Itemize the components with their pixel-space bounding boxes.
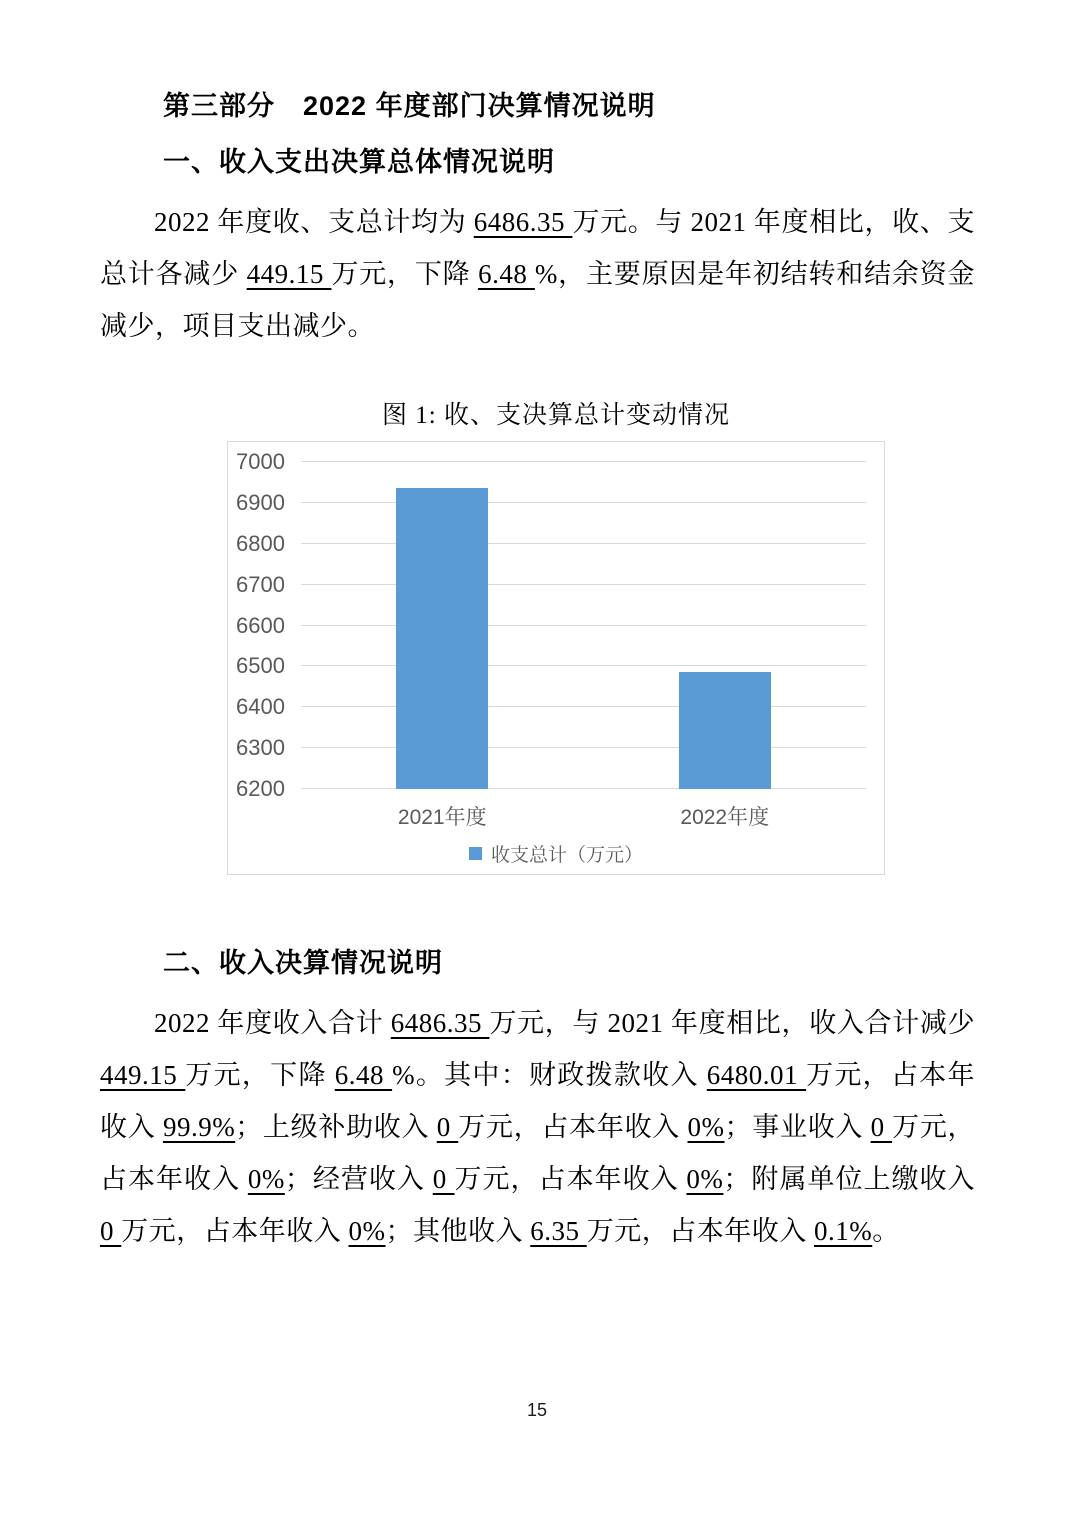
underlined-value: 99.9% bbox=[162, 1112, 236, 1142]
underlined-value: 449.15 bbox=[246, 259, 332, 289]
underlined-value: 0 bbox=[436, 1112, 459, 1142]
y-tick-label: 6500 bbox=[236, 653, 285, 679]
gridline bbox=[301, 461, 866, 462]
underlined-value: 0% bbox=[348, 1216, 386, 1246]
x-tick-label: 2021年度 bbox=[397, 806, 487, 829]
underlined-value: 0 bbox=[870, 1112, 893, 1142]
y-tick-label: 6900 bbox=[236, 489, 285, 515]
text-run: 万元，下降 bbox=[185, 1060, 335, 1090]
figure-1 bbox=[227, 398, 885, 875]
text-run: 万元，占本年收入 bbox=[458, 1112, 688, 1142]
text-run: 2022 年度收、支总计均为 bbox=[154, 207, 474, 237]
underlined-value: 0 bbox=[432, 1164, 455, 1194]
section2-heading: 二、收入决算情况说明 bbox=[163, 948, 443, 978]
text-run: 万元，下降 bbox=[331, 259, 479, 289]
underlined-value: 6486.35 bbox=[390, 1008, 490, 1038]
text-run: 万元，占本年收入 bbox=[454, 1164, 687, 1194]
text-run: 万元。与 2021 年度相比，收、支总计各减少 bbox=[100, 207, 976, 289]
text-run: ；经营收入 bbox=[284, 1164, 433, 1194]
gridline bbox=[301, 706, 866, 707]
chart-plot-area bbox=[236, 449, 866, 829]
gridline bbox=[301, 747, 866, 748]
text-run: ；附属单位上缴收入 bbox=[723, 1164, 976, 1194]
text-run: 万元，占本年收入 bbox=[586, 1216, 814, 1246]
underlined-value: 0.1% bbox=[814, 1216, 873, 1246]
underlined-value: 6.35 bbox=[530, 1216, 587, 1246]
text-run: 万元，占本年收入 bbox=[100, 1112, 976, 1194]
text-run: 万元，占本年收入 bbox=[121, 1216, 349, 1246]
bar-2022年度 bbox=[679, 672, 771, 789]
text-run: 万元，占本年收入 bbox=[100, 1060, 976, 1142]
bar-2021年度 bbox=[396, 488, 488, 789]
y-tick-label: 7000 bbox=[236, 449, 285, 474]
text-run: ；上级补助收入 bbox=[235, 1112, 437, 1142]
underlined-value: 0% bbox=[247, 1164, 285, 1194]
underlined-value: 0% bbox=[687, 1112, 725, 1142]
gridline bbox=[301, 502, 866, 503]
gridline bbox=[301, 584, 866, 585]
underlined-value: 6.48 bbox=[334, 1060, 393, 1090]
legend-swatch-icon bbox=[469, 847, 482, 860]
text-run: 万元，与 2021 年度相比，收入合计减少 bbox=[489, 1008, 976, 1038]
text-run: %，主要原因是年初结转和结余资金减少，项目支出减少。 bbox=[100, 259, 976, 341]
underlined-value: 0 bbox=[100, 1216, 122, 1246]
part-title: 第三部分 2022 年度部门决算情况说明 bbox=[163, 91, 656, 121]
underlined-value: 6486.35 bbox=[473, 207, 573, 237]
y-tick-label: 6400 bbox=[236, 694, 285, 720]
underlined-value: 449.15 bbox=[100, 1060, 186, 1090]
legend-label: 收支总计（万元） bbox=[490, 845, 643, 866]
y-tick-label: 6700 bbox=[236, 571, 285, 597]
text-run: ；其他收入 bbox=[385, 1216, 531, 1246]
page-number: 15 bbox=[526, 1400, 548, 1420]
y-tick-label: 6600 bbox=[236, 612, 285, 638]
y-tick-label: 6800 bbox=[236, 530, 285, 556]
section1-heading: 一、收入支出决算总体情况说明 bbox=[163, 147, 555, 177]
y-tick-label: 6300 bbox=[236, 735, 285, 761]
text-run: 。 bbox=[872, 1216, 900, 1246]
paragraph-income bbox=[100, 997, 975, 1257]
underlined-value: 0% bbox=[686, 1164, 724, 1194]
y-tick-label: 6200 bbox=[236, 776, 285, 801]
figure-title: 图 1: 收、支决算总计变动情况 bbox=[382, 402, 730, 429]
paragraph-overview bbox=[100, 196, 975, 352]
gridline bbox=[301, 625, 866, 626]
gridline bbox=[301, 788, 866, 789]
underlined-value: 6480.01 bbox=[706, 1060, 807, 1090]
text-run: 2022 年度收入合计 bbox=[154, 1008, 391, 1038]
gridline bbox=[301, 543, 866, 544]
chart-legend bbox=[228, 840, 884, 867]
x-tick-label: 2022年度 bbox=[680, 806, 770, 829]
gridline bbox=[301, 665, 866, 666]
text-run: ；事业收入 bbox=[724, 1112, 871, 1142]
bar-chart bbox=[227, 441, 885, 875]
underlined-value: 6.48 bbox=[478, 259, 535, 289]
text-run: %。其中：财政拨款收入 bbox=[392, 1060, 707, 1090]
